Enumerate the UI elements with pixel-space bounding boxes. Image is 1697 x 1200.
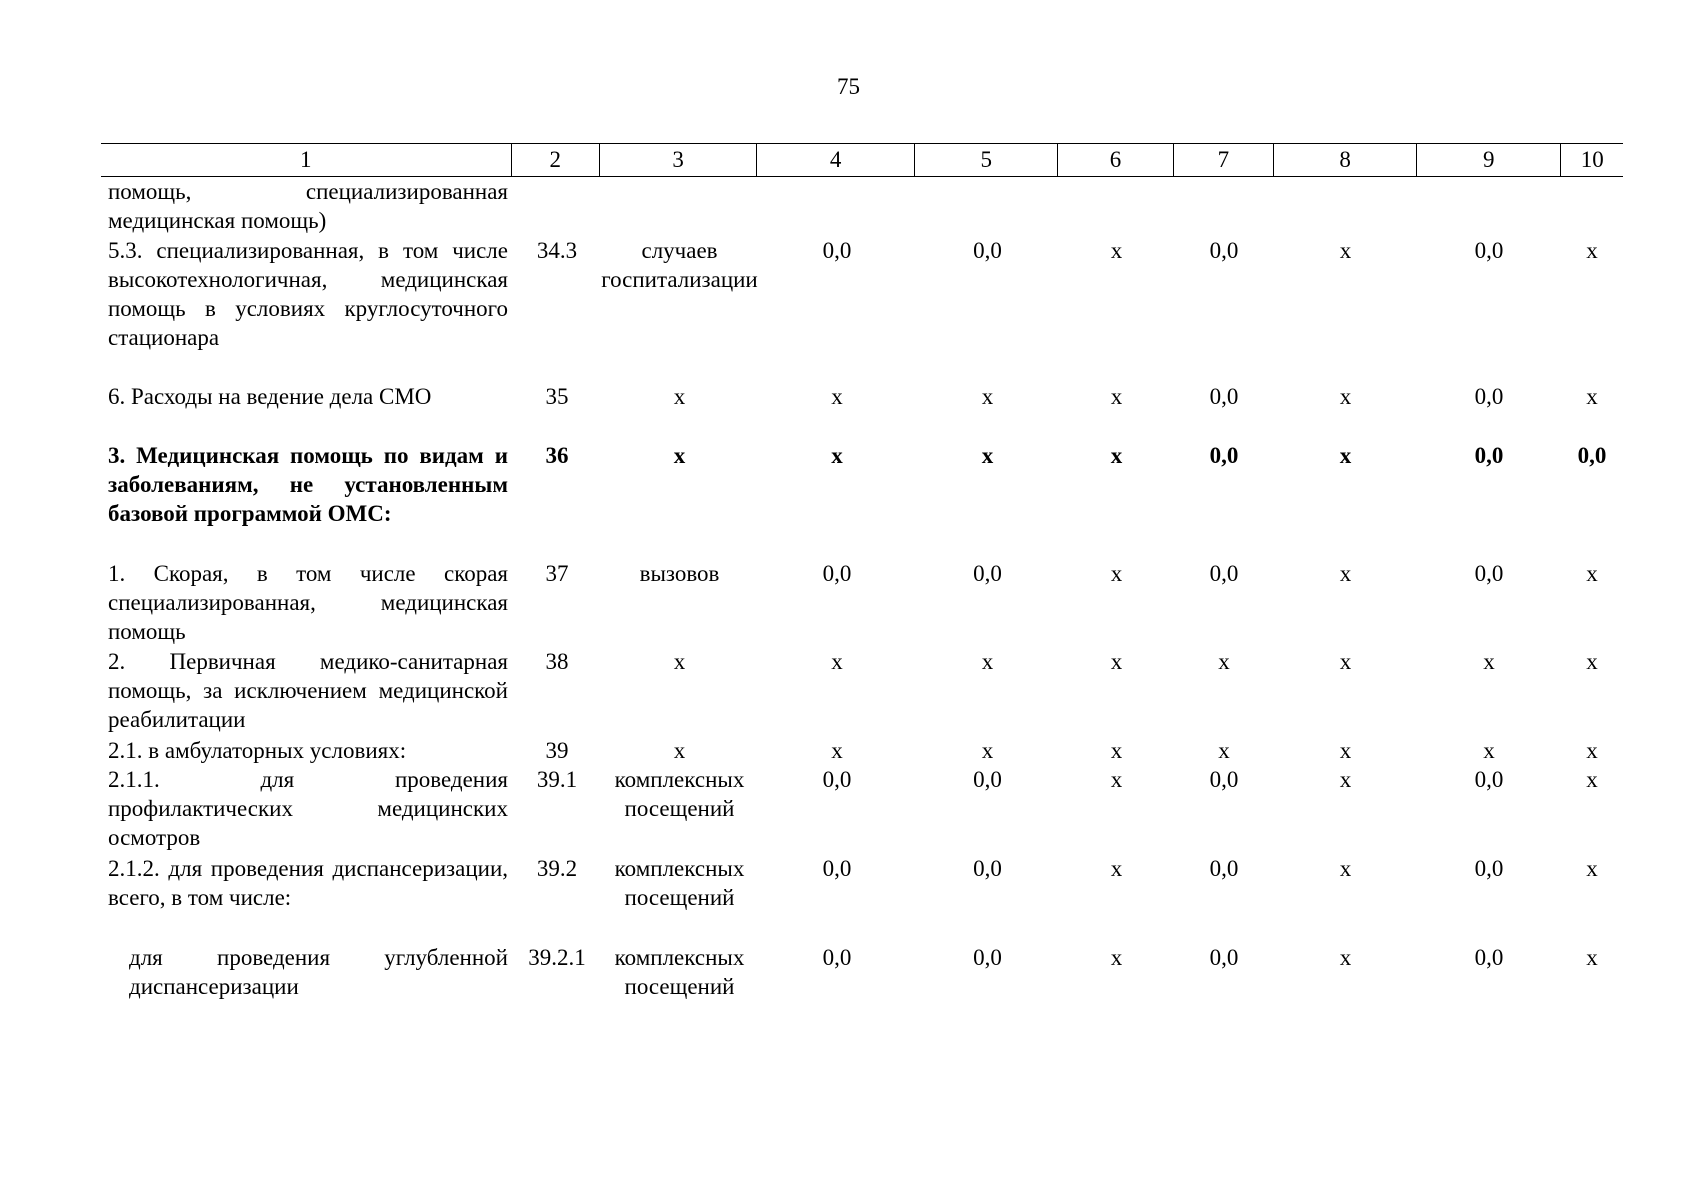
row-code: 37 [545,561,569,586]
cell-col-9 [1417,177,1561,236]
cell-col-6: х [1110,856,1123,881]
cell-col-7: 0,0 [1209,443,1239,468]
cell-col-6: х [1110,945,1123,970]
table-row [101,382,1623,441]
header-col-7: 7 [1173,144,1273,176]
cell-col-6: х [1110,561,1123,586]
cell-col-4: 0,0 [822,561,852,586]
cell-col-4: 0,0 [822,238,852,263]
row-label: 2.1.1. для проведения профилактических медицинских осмотров [108,767,508,850]
row-label: 1. Скорая, в том числе скорая специализированная, медицинская помощь [108,561,508,644]
table-row [101,854,1623,943]
row-unit [601,177,758,236]
cell-col-5: 0,0 [973,561,1002,586]
cell-col-5: х [981,384,994,409]
cell-col-9: х [1483,649,1495,674]
header-col-9: 9 [1416,144,1560,176]
row-code: 39.2.1 [528,945,586,970]
header-col-2: 2 [511,144,599,176]
table-header [101,143,1623,177]
cell-col-5: х [981,649,994,674]
cell-col-8: х [1339,945,1352,970]
table-row [101,736,1623,765]
header-col-1: 1 [300,147,312,172]
cell-col-10: х [1586,738,1598,763]
header-col-10: 10 [1560,144,1623,176]
table-row [101,647,1623,736]
cell-col-7: 0,0 [1209,561,1239,586]
row-label: 5.3. специализированная, в том числе высокотехнологичная, медицинская помощь в условиях круглосуточного стационара [108,238,508,350]
header-col-8: 8 [1273,144,1416,176]
cell-col-8 [1274,177,1417,236]
header-col-3: 3 [599,144,756,176]
cell-col-7: 0,0 [1209,238,1239,263]
row-code: 39 [545,738,569,763]
cell-col-8: х [1339,649,1352,674]
header-col-6: 6 [1057,144,1172,176]
cell-col-5: 0,0 [973,945,1002,970]
cell-col-9: 0,0 [1474,384,1504,409]
row-unit: комплексных посещений [614,856,745,910]
row-label: для проведения углубленной диспансеризации [129,945,508,999]
table-row-section [101,441,1623,559]
cell-col-5: 0,0 [973,238,1002,263]
table-row [101,177,1623,236]
row-unit: х [673,384,686,409]
cell-col-7: 0,0 [1209,384,1239,409]
row-unit: комплексных посещений [614,767,745,821]
row-unit: х [673,738,686,763]
row-code: 39.1 [536,767,578,792]
cell-col-10 [1561,177,1623,236]
cell-col-4: х [831,738,843,763]
cell-col-6: х [1110,384,1123,409]
table-row [101,559,1623,647]
row-unit: х [673,443,686,468]
cell-col-8: х [1339,767,1352,792]
cell-col-9: 0,0 [1474,443,1504,468]
cell-col-5: 0,0 [973,767,1002,792]
data-table [101,143,1623,1032]
cell-col-10: х [1586,767,1598,792]
row-label: 3. Медицинская помощь по видам и заболеваниям, не установленным базовой программой ОМС: [108,443,508,526]
cell-col-7: 0,0 [1209,767,1239,792]
cell-col-6 [1059,177,1174,236]
cell-col-9: х [1483,738,1495,763]
cell-col-5: 0,0 [973,856,1002,881]
header-col-5: 5 [914,144,1057,176]
cell-col-9: 0,0 [1474,856,1504,881]
cell-col-9: 0,0 [1474,561,1504,586]
cell-col-7: 0,0 [1209,945,1239,970]
table-row [101,765,1623,854]
cell-col-10: х [1586,945,1598,970]
row-label: помощь, специализированная медицинская помощь) [108,179,508,233]
cell-col-4: 0,0 [822,767,852,792]
cell-col-10: х [1586,384,1598,409]
cell-col-4: х [831,443,843,468]
row-label: 2.1.2. для проведения диспансеризации, всего, в том числе: [108,856,508,910]
cell-col-5: х [981,443,994,468]
table-row [101,943,1623,1032]
cell-col-7 [1174,177,1274,236]
row-unit: х [673,649,686,674]
row-unit: случаев госпитализации [601,238,758,292]
cell-col-4: 0,0 [822,945,852,970]
cell-col-10: 0,0 [1577,443,1607,468]
cell-col-9: 0,0 [1474,945,1504,970]
cell-col-6: х [1110,238,1123,263]
cell-col-5: х [981,738,994,763]
cell-col-8: х [1339,384,1352,409]
cell-col-7: х [1218,649,1230,674]
cell-col-7: 0,0 [1209,856,1239,881]
cell-col-8: х [1339,443,1352,468]
page-number: 75 [837,74,860,99]
cell-col-10: х [1586,561,1598,586]
row-code: 36 [545,443,569,468]
row-code [513,177,601,236]
row-label: 2.1. в амбулаторных условиях: [108,738,407,763]
cell-col-10: х [1586,238,1598,263]
row-code: 38 [545,649,569,674]
cell-col-4: 0,0 [822,856,852,881]
cell-col-9: 0,0 [1474,238,1504,263]
cell-col-10: х [1586,649,1598,674]
row-code: 39.2 [536,856,578,881]
row-code: 35 [545,384,569,409]
cell-col-8: х [1339,561,1352,586]
cell-col-8: х [1339,856,1352,881]
row-label: 6. Расходы на ведение дела СМО [108,384,432,409]
cell-col-4 [758,177,916,236]
cell-col-6: х [1110,738,1123,763]
table-row [101,236,1623,382]
cell-col-7: х [1218,738,1230,763]
cell-col-4: х [831,649,843,674]
row-unit: комплексных посещений [614,945,745,999]
cell-col-9: 0,0 [1474,767,1504,792]
header-col-4: 4 [756,144,914,176]
cell-col-6: х [1110,767,1123,792]
cell-col-8: х [1339,238,1352,263]
cell-col-10: х [1586,856,1598,881]
cell-col-6: х [1110,443,1123,468]
cell-col-5 [916,177,1059,236]
row-unit: вызовов [639,561,720,586]
cell-col-8: х [1339,738,1352,763]
row-label: 2. Первичная медико-санитарная помощь, за исключением медицинской реабилитации [108,649,508,732]
cell-col-4: х [831,384,843,409]
row-code: 34.3 [536,238,578,263]
cell-col-6: х [1110,649,1123,674]
